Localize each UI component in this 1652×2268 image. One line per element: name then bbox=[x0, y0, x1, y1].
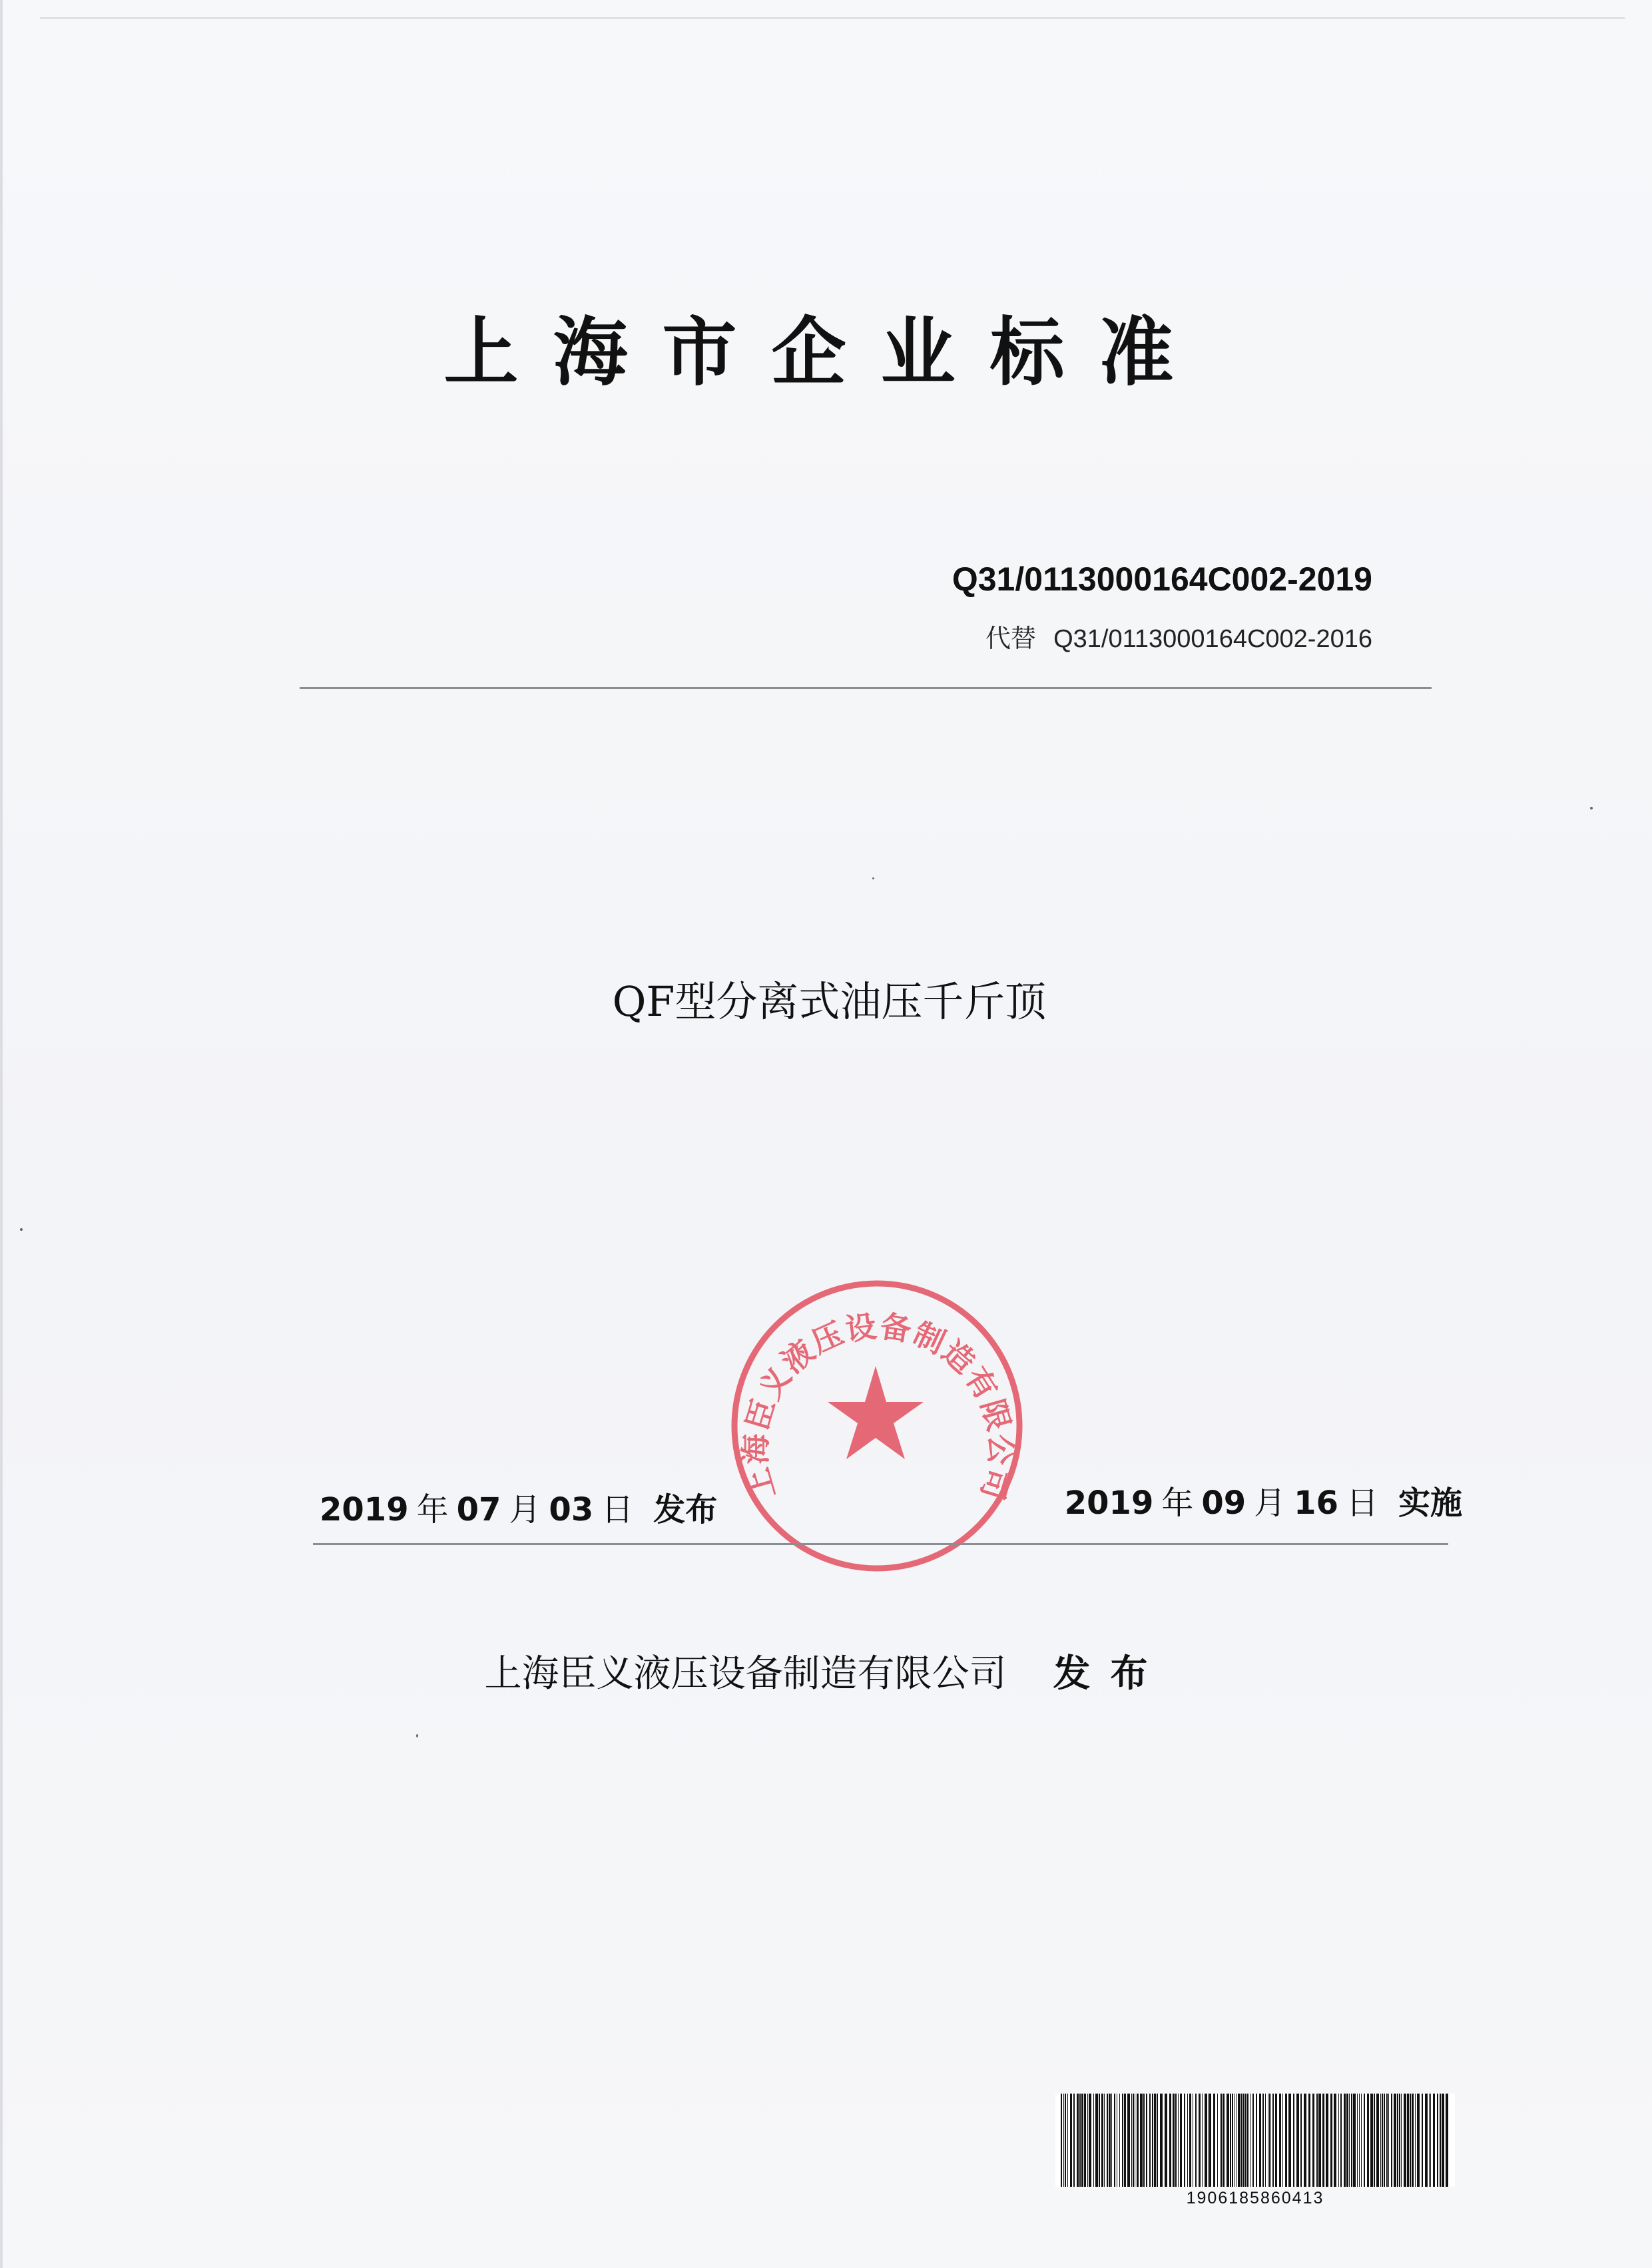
barcode-bar bbox=[1397, 2094, 1398, 2187]
barcode-bar bbox=[1353, 2094, 1356, 2187]
replaces-number: Q31/0113000164C002-2016 bbox=[1053, 625, 1372, 653]
barcode-bar bbox=[1446, 2094, 1448, 2187]
barcode-bar bbox=[1394, 2094, 1396, 2187]
barcode-bar bbox=[1357, 2094, 1358, 2187]
barcode-bar bbox=[1104, 2094, 1105, 2187]
barcode-bar bbox=[1089, 2094, 1091, 2187]
implement-year-unit: 年 bbox=[1161, 1484, 1194, 1522]
barcode-bar bbox=[1370, 2094, 1373, 2187]
barcode-bar bbox=[1425, 2094, 1428, 2187]
barcode-bar bbox=[1279, 2094, 1281, 2187]
barcode-bar bbox=[1173, 2094, 1175, 2187]
barcode-bar bbox=[1178, 2094, 1179, 2187]
publisher-line bbox=[0, 1644, 1652, 1704]
barcode-bar bbox=[1187, 2094, 1188, 2187]
barcode-bar bbox=[1384, 2094, 1385, 2187]
barcode-bar bbox=[1111, 2094, 1112, 2187]
barcode-bar bbox=[1440, 2094, 1441, 2187]
barcode-bar bbox=[1165, 2094, 1167, 2187]
barcode-bar bbox=[1232, 2094, 1233, 2187]
barcode-bar bbox=[1399, 2094, 1400, 2187]
barcode-bar bbox=[1131, 2094, 1132, 2187]
barcode-bar bbox=[1361, 2094, 1362, 2187]
barcode-bar bbox=[1304, 2094, 1306, 2187]
barcode-bar bbox=[1063, 2094, 1064, 2187]
barcode-bar bbox=[1087, 2094, 1088, 2187]
implement-action: 实施 bbox=[1398, 1484, 1462, 1522]
barcode-bar bbox=[1124, 2094, 1126, 2187]
barcode-bar bbox=[1223, 2094, 1225, 2187]
barcode-bar bbox=[1334, 2094, 1336, 2187]
barcode-bar bbox=[1245, 2094, 1246, 2187]
document-title: QF型分离式油压千斤顶 bbox=[612, 977, 1047, 1026]
barcode-bar bbox=[1160, 2094, 1163, 2187]
barcode-bar bbox=[1099, 2094, 1100, 2187]
barcode-bar bbox=[1114, 2094, 1115, 2187]
barcode-bar bbox=[1152, 2094, 1153, 2187]
publisher-company: 上海臣义液压设备制造有限公司 bbox=[484, 1652, 1007, 1696]
scan-speck bbox=[1590, 807, 1593, 809]
replaces-label: 代替 bbox=[985, 625, 1037, 653]
barcode bbox=[1055, 2094, 1455, 2187]
barcode-bar bbox=[1127, 2094, 1130, 2187]
publisher-action: 发布 bbox=[1053, 1652, 1168, 1696]
barcode-bar bbox=[1382, 2094, 1383, 2187]
barcode-bar bbox=[1256, 2094, 1257, 2187]
barcode-bar bbox=[1430, 2094, 1431, 2187]
barcode-bar bbox=[1137, 2094, 1139, 2187]
barcode-bar bbox=[1238, 2094, 1240, 2187]
standard-number: Q31/0113000164C002-2019 bbox=[952, 561, 1372, 598]
barcode-bar bbox=[1330, 2094, 1332, 2187]
barcode-bar bbox=[1067, 2094, 1068, 2187]
barcode-bar bbox=[1296, 2094, 1299, 2187]
barcode-bar bbox=[1242, 2094, 1244, 2187]
release-date bbox=[320, 1483, 717, 1536]
barcode-bar bbox=[1241, 2094, 1242, 2187]
barcode-bar bbox=[1079, 2094, 1081, 2187]
implement-month-unit: 月 bbox=[1254, 1484, 1286, 1522]
barcode-bar bbox=[1119, 2094, 1120, 2187]
barcode-bar bbox=[1322, 2094, 1324, 2187]
barcode-bar bbox=[1065, 2094, 1066, 2187]
barcode-bar bbox=[1415, 2094, 1416, 2187]
barcode-bar bbox=[1070, 2094, 1072, 2187]
barcode-bar bbox=[1374, 2094, 1375, 2187]
barcode-bar bbox=[1073, 2094, 1075, 2187]
barcode-bar bbox=[1140, 2094, 1143, 2187]
barcode-bar bbox=[1230, 2094, 1231, 2187]
barcode-bar bbox=[1437, 2094, 1438, 2187]
implement-year: 2019 bbox=[1064, 1484, 1154, 1522]
barcode-bar bbox=[1340, 2094, 1342, 2187]
company-seal bbox=[716, 1271, 1035, 1578]
barcode-bar bbox=[1285, 2094, 1287, 2187]
barcode-bar bbox=[1404, 2094, 1406, 2187]
release-action: 发布 bbox=[653, 1491, 718, 1528]
barcode-bar bbox=[1275, 2094, 1277, 2187]
barcode-bar bbox=[1269, 2094, 1270, 2187]
barcode-bar bbox=[1209, 2094, 1211, 2187]
barcode-bar bbox=[1122, 2094, 1123, 2187]
barcode-bar bbox=[1143, 2094, 1145, 2187]
barcode-bar bbox=[1308, 2094, 1310, 2187]
barcode-bar bbox=[1376, 2094, 1379, 2187]
scan-speck bbox=[20, 1228, 23, 1231]
bottom-divider bbox=[313, 1543, 1448, 1545]
barcode-bar bbox=[1247, 2094, 1248, 2187]
barcode-bar bbox=[1318, 2094, 1321, 2187]
barcode-bar bbox=[1265, 2094, 1266, 2187]
barcode-bar bbox=[1221, 2094, 1222, 2187]
barcode-bar bbox=[1316, 2094, 1318, 2187]
barcode-bar bbox=[1288, 2094, 1291, 2187]
standard-category-title: 上海市企业标准 bbox=[443, 310, 1209, 396]
barcode-bar bbox=[1282, 2094, 1283, 2187]
barcode-bar bbox=[1184, 2094, 1185, 2187]
barcode-bar bbox=[1077, 2094, 1079, 2187]
barcode-bar bbox=[1154, 2094, 1156, 2187]
barcode-bar bbox=[1401, 2094, 1402, 2187]
barcode-bar bbox=[1346, 2094, 1348, 2187]
barcode-bar bbox=[1433, 2094, 1435, 2187]
barcode-bar bbox=[1359, 2094, 1360, 2187]
barcode-bar bbox=[1220, 2094, 1221, 2187]
barcode-bar bbox=[1208, 2094, 1209, 2187]
barcode-bar bbox=[1133, 2094, 1134, 2187]
barcode-bar bbox=[1429, 2094, 1430, 2187]
scan-edge-top bbox=[40, 17, 1625, 19]
barcode-bar bbox=[1081, 2094, 1083, 2187]
release-day: 03 bbox=[549, 1491, 594, 1528]
barcode-bar bbox=[1169, 2094, 1171, 2187]
implement-day-unit: 日 bbox=[1346, 1484, 1378, 1522]
barcode-bar bbox=[1422, 2094, 1423, 2187]
barcode-bar bbox=[1101, 2094, 1103, 2187]
barcode-bar bbox=[1217, 2094, 1218, 2187]
barcode-bar bbox=[1149, 2094, 1151, 2187]
barcode-bar bbox=[1205, 2094, 1207, 2187]
implement-day: 16 bbox=[1294, 1484, 1338, 1522]
barcode-bar bbox=[1364, 2094, 1365, 2187]
barcode-bar bbox=[1107, 2094, 1108, 2187]
barcode-bar bbox=[1180, 2094, 1182, 2187]
barcode-bar bbox=[1410, 2094, 1411, 2187]
barcode-bar bbox=[1391, 2094, 1392, 2187]
release-year: 2019 bbox=[320, 1491, 409, 1528]
barcode-bar bbox=[1093, 2094, 1094, 2187]
barcode-bar bbox=[1312, 2094, 1314, 2187]
seal-text-path: 上海臣义液压设备制造有限公司 bbox=[737, 1307, 1019, 1506]
barcode-bar bbox=[1084, 2094, 1086, 2187]
scan-speck bbox=[416, 1734, 418, 1737]
barcode-bar bbox=[1300, 2094, 1302, 2187]
barcode-bar bbox=[1157, 2094, 1158, 2187]
barcode-bar bbox=[1109, 2094, 1111, 2187]
release-month-unit: 月 bbox=[509, 1491, 541, 1528]
barcode-bar bbox=[1338, 2094, 1339, 2187]
barcode-bar bbox=[1095, 2094, 1098, 2187]
release-day-unit: 日 bbox=[601, 1491, 634, 1528]
implement-date bbox=[1065, 1476, 1462, 1530]
barcode-bar bbox=[1351, 2094, 1352, 2187]
barcode-bar bbox=[1146, 2094, 1147, 2187]
barcode-bar bbox=[1199, 2094, 1201, 2187]
barcode-bar bbox=[1175, 2094, 1177, 2187]
barcode-bar bbox=[1262, 2094, 1264, 2187]
barcode-bar bbox=[1349, 2094, 1350, 2187]
barcode-bar bbox=[1417, 2094, 1420, 2187]
implement-month: 09 bbox=[1201, 1484, 1246, 1522]
barcode-bar bbox=[1061, 2094, 1062, 2187]
seal-star-icon bbox=[828, 1366, 924, 1459]
barcode-bar bbox=[1293, 2094, 1294, 2187]
barcode-bar bbox=[1213, 2094, 1215, 2187]
barcode-bar bbox=[1367, 2094, 1369, 2187]
top-divider bbox=[300, 687, 1432, 689]
replaces-line bbox=[985, 619, 1372, 659]
barcode-bar bbox=[1189, 2094, 1191, 2187]
barcode-bar bbox=[1272, 2094, 1274, 2187]
barcode-bar bbox=[1326, 2094, 1328, 2187]
barcode-bar bbox=[1407, 2094, 1409, 2187]
barcode-bar bbox=[1227, 2094, 1229, 2187]
scan-speck bbox=[872, 877, 874, 879]
barcode-bar bbox=[1412, 2094, 1414, 2187]
release-month: 07 bbox=[456, 1491, 501, 1528]
barcode-number: 1906185860413 bbox=[1186, 2189, 1324, 2207]
barcode-bar bbox=[1344, 2094, 1346, 2187]
release-year-unit: 年 bbox=[416, 1491, 449, 1528]
barcode-bar bbox=[1252, 2094, 1254, 2187]
barcode-bar bbox=[1270, 2094, 1271, 2187]
barcode-bar bbox=[1388, 2094, 1389, 2187]
barcode-bar bbox=[1202, 2094, 1203, 2187]
barcode-bar bbox=[1259, 2094, 1261, 2187]
barcode-bar bbox=[1442, 2094, 1444, 2187]
barcode-bar bbox=[1195, 2094, 1197, 2187]
barcode-bar bbox=[1386, 2094, 1388, 2187]
barcode-bar bbox=[1380, 2094, 1381, 2187]
